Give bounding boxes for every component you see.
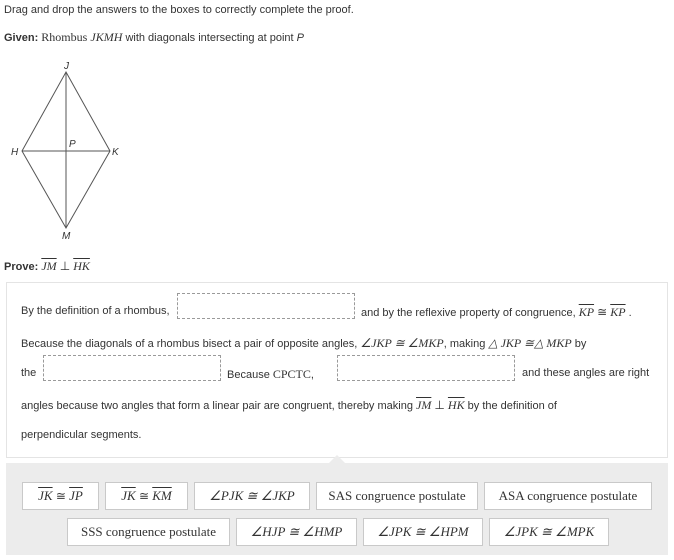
tile-seg: $\overline{JK}$	[38, 488, 53, 503]
given-text-post: with diagonals intersecting at point	[125, 32, 294, 44]
proof-line-2	[21, 336, 586, 351]
drop-box-3[interactable]	[337, 355, 515, 381]
answer-tile-sas[interactable]	[316, 482, 478, 510]
tile-op: ≅	[138, 488, 149, 503]
tile-seg: $\overline{KM}$	[152, 488, 172, 503]
proof-panel	[6, 282, 668, 458]
drop-box-2[interactable]	[43, 355, 221, 381]
answer-tile-jk-jp[interactable]	[22, 482, 99, 510]
proof-line-2e: by	[574, 338, 587, 350]
proof-line-1b	[361, 305, 632, 320]
proof-line-3b	[227, 367, 314, 382]
proof-cong-1: ≅	[597, 305, 608, 319]
prove-label: Prove:	[4, 261, 39, 273]
label-j: J	[64, 61, 69, 72]
proof-line-2c: , making	[443, 338, 486, 350]
drop-box-1[interactable]	[177, 293, 355, 319]
proof-period-1: .	[628, 307, 632, 319]
label-p: P	[69, 139, 76, 150]
label-h: H	[11, 147, 19, 158]
prove-seg2: $\overline{HK}$	[73, 259, 90, 273]
proof-triangles: △ JKP ≅△ MKP	[488, 336, 572, 350]
proof-kp-1: $\overline{KP}$	[578, 305, 595, 319]
given-statement	[4, 30, 304, 45]
tile-seg: $\overline{JK}$	[121, 488, 136, 503]
proof-line-3a: the	[21, 367, 37, 379]
proof-line-5: perpendicular segments.	[21, 429, 142, 441]
tile-text: ∠HJP ≅ ∠HMP	[250, 524, 343, 539]
proof-because: Because	[227, 369, 270, 381]
instructions: Drag and drop the answers to the boxes to correctly complete the proof.	[4, 4, 354, 16]
proof-jm: $\overline{JM}$	[416, 398, 432, 412]
rhombus-diagram	[8, 56, 128, 246]
proof-line-4	[21, 398, 557, 413]
proof-line-4a: angles because two angles that form a linear pair are congruent, thereby making	[21, 400, 413, 412]
tile-text: SAS congruence postulate	[328, 488, 466, 503]
label-m: M	[62, 231, 71, 242]
answer-tile-jk-km[interactable]	[105, 482, 188, 510]
tile-text: ∠JPK ≅ ∠MPK	[503, 524, 595, 539]
proof-comma: ,	[310, 369, 314, 381]
label-k: K	[112, 147, 119, 158]
proof-hk: $\overline{HK}$	[447, 398, 465, 412]
answer-tile-pjk-jkp[interactable]	[194, 482, 310, 510]
tile-text: ∠PJK ≅ ∠JKP	[209, 488, 295, 503]
given-text: Rhombus	[41, 30, 88, 44]
given-point: P	[296, 32, 305, 44]
tray-notch	[329, 455, 345, 463]
proof-line-1b-text: and by the reflexive property of congruence,	[361, 307, 576, 319]
proof-line-3c: and these angles are right	[522, 367, 650, 379]
proof-line-2a: Because the diagonals of a rhombus bisect a pair of opposite angles,	[21, 338, 358, 350]
prove-statement	[4, 259, 90, 274]
proof-perp: ⊥	[434, 398, 445, 412]
answer-tile-jpk-mpk[interactable]	[489, 518, 609, 546]
answer-tile-jpk-hpm[interactable]	[363, 518, 483, 546]
answer-tile-hjp-hmp[interactable]	[236, 518, 357, 546]
proof-line-1a: By the definition of a rhombus,	[21, 305, 170, 317]
proof-cpctc: CPCTC	[272, 367, 311, 381]
tile-op: ≅	[55, 488, 66, 503]
proof-kp-2: $\overline{KP}$	[610, 305, 626, 319]
prove-seg1: $\overline{JM}$	[41, 259, 57, 273]
tile-text: ASA congruence postulate	[498, 488, 638, 503]
given-label: Given:	[4, 32, 39, 44]
answer-tile-sss[interactable]	[67, 518, 230, 546]
prove-perp: ⊥	[59, 259, 71, 273]
answer-tile-asa[interactable]	[484, 482, 652, 510]
proof-angles-jkp-mkp: ∠JKP ≅ ∠MKP	[360, 336, 444, 350]
proof-line-4b: by the definition of	[467, 400, 557, 412]
tile-seg: $\overline{JP}$	[69, 488, 83, 503]
tile-text: SSS congruence postulate	[80, 524, 217, 539]
tile-text: ∠JPK ≅ ∠HPM	[377, 524, 469, 539]
given-figure: JKMH	[90, 30, 123, 44]
